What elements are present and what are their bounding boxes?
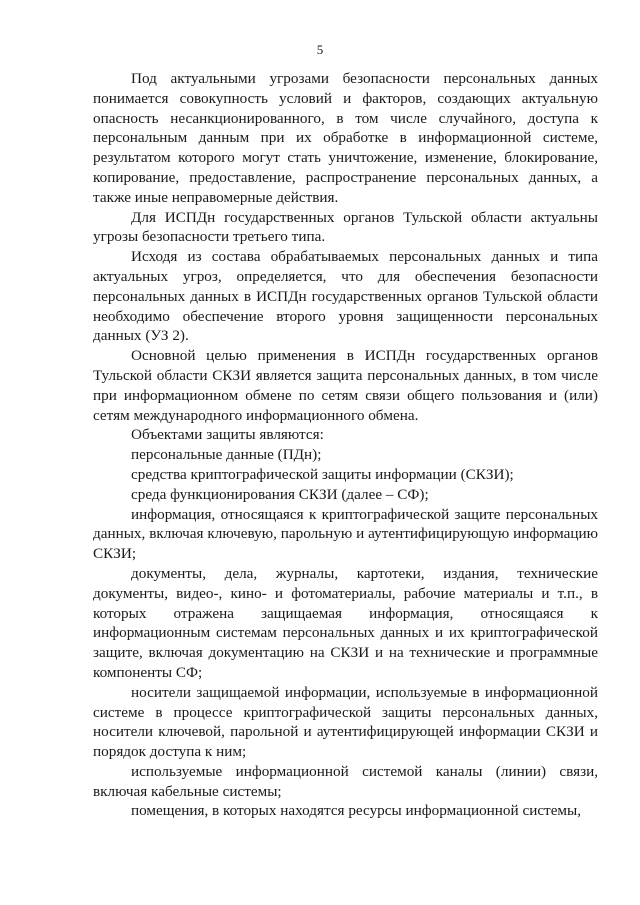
list-item-skzi: средства криптографической защиты информации (СКЗИ); xyxy=(131,465,514,483)
list-item-operating-environment: среда функционирования СКЗИ (далее – СФ); xyxy=(131,485,429,503)
list-item-media-carriers: носители защищаемой информации, используемые в информационной системе в процессе криптографической защиты персональных данных, носители ключевой, парольной и аутентифицирующей информации СКЗИ и порядок доступа к ним; xyxy=(93,683,598,761)
list-item-personal-data: персональные данные (ПДн); xyxy=(131,446,322,464)
list-item-premises: помещения, в которых находятся ресурсы информационной системы, xyxy=(131,802,582,820)
paragraph-actual-threats-definition: Под актуальными угрозами безопасности персональных данных понимается совокупность условий и факторов, создающих актуальную опасность несанкционированного, в том числе случайного, доступа к персональным данным при их обработке в информационной системе, результатом которого могут стать уничтожение, изменение, блокирование, копирование, предоставление, распространение персональных данных, а также иные неправомерные действия. xyxy=(93,70,598,206)
document-body xyxy=(93,69,598,821)
paragraph-skzi-purpose: Основной целью применения в ИСПДн государственных органов Тульской области СКЗИ является защита персональных данных, в том числе при информационном обмене по сетям связи общего пользования и (или) сетям международного информационного обмена. xyxy=(93,347,598,424)
paragraph-protection-level: Исходя из состава обрабатываемых персональных данных и типа актуальных угроз, определяется, что для обеспечения безопасности персональных данных в ИСПДн государственных органов Тульской области необходимо обеспечение второго уровня защищенности персональных данных (УЗ 2). xyxy=(93,248,598,345)
page-number: 5 xyxy=(316,42,324,57)
paragraph-threat-type: Для ИСПДн государственных органов Тульской области актуальны угрозы безопасности третьего типа. xyxy=(93,208,598,246)
list-item-crypto-information: информация, относящаяся к криптографической защите персональных данных, включая ключевую, парольную и аутентифицирующую информацию СКЗИ; xyxy=(93,505,598,563)
list-item-communication-channels: используемые информационной системой каналы (линии) связи, включая кабельные системы; xyxy=(93,762,598,800)
list-item-documents: документы, дела, журналы, картотеки, издания, технические документы, видео-, кино- и фотоматериалы, рабочие материалы и т.п., в которых отражена защищаемая информация, относящаяся к информационным системам персональных данных и их криптографической защите, включая документацию на СКЗИ и на технические и программные компоненты СФ; xyxy=(93,564,598,681)
paragraph-protection-objects-heading: Объектами защиты являются: xyxy=(131,426,324,444)
